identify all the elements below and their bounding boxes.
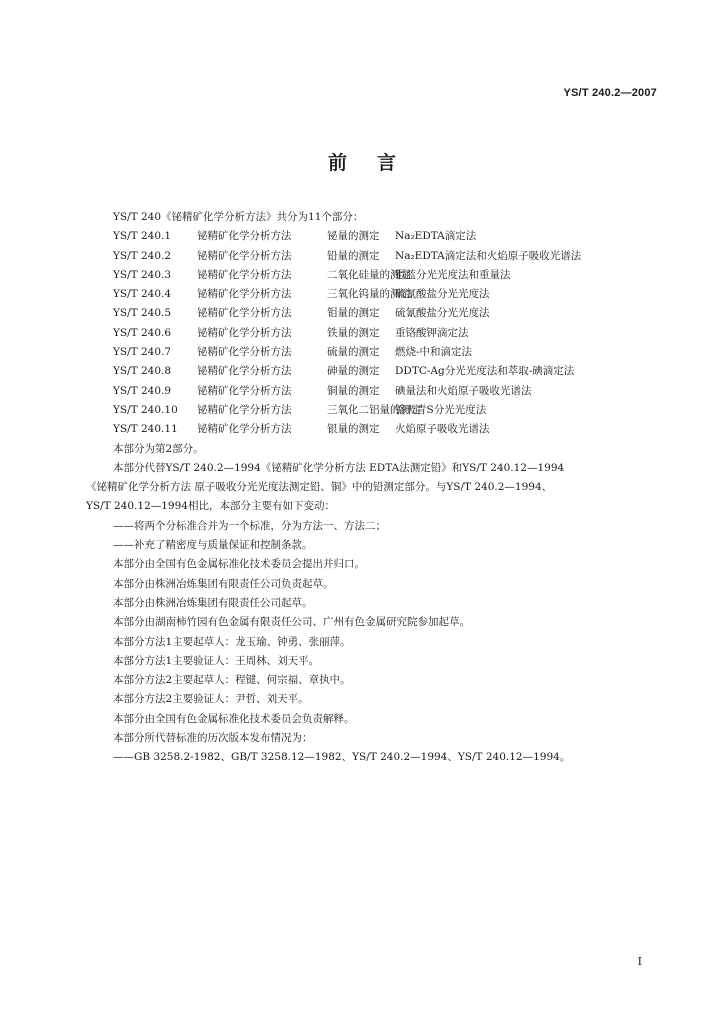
part-item: 三氧化钨量的测定 xyxy=(327,288,411,301)
part-method: 碘量法和火焰原子吸收光谱法 xyxy=(395,384,532,397)
foreword-body xyxy=(86,208,666,768)
history-intro-line: 本部分所代替标准的历次版本发布情况为： xyxy=(113,732,313,745)
part-item: 铅量的测定 xyxy=(327,249,380,262)
history-line: ——GB 3258.2-1982、GB/T 3258.12—1982、YS/T 240.2—1994、YS/T 240.12—1994。 xyxy=(113,751,571,764)
part-code: YS/T 240.6 xyxy=(113,326,172,339)
part-series: 铋精矿化学分析方法 xyxy=(197,288,292,301)
part-item: 硫量的测定 xyxy=(327,346,380,359)
part-row xyxy=(86,420,666,439)
part-code: YS/T 240.11 xyxy=(113,423,178,436)
part-series: 铋精矿化学分析方法 xyxy=(197,384,292,397)
interpret-line: 本部分由全国有色金属标准化技术委员会负责解释。 xyxy=(113,712,355,725)
part-item: 铁量的测定 xyxy=(327,326,380,339)
responsible-line: 本部分由株洲冶炼集团有限责任公司负责起草。 xyxy=(113,577,334,590)
part-code: YS/T 240.7 xyxy=(113,346,172,359)
part-series: 铋精矿化学分析方法 xyxy=(197,326,292,339)
replace-line-1: 本部分代替YS/T 240.2—1994《铋精矿化学分析方法 EDTA法测定铅》和YS/T 240.12—1994 xyxy=(113,461,565,474)
standard-code-header: YS/T 240.2—2007 xyxy=(563,87,657,99)
part-code: YS/T 240.8 xyxy=(113,365,172,378)
part-method: 钼蓝分光光度法和重量法 xyxy=(395,268,511,281)
drafted-line: 本部分由株洲冶炼集团有限责任公司起草。 xyxy=(113,596,313,609)
method1-drafters-line: 本部分方法1主要起草人：龙玉瑜、钟勇、张丽萍。 xyxy=(113,635,351,648)
part-item: 银量的测定 xyxy=(327,423,380,436)
part-method: Na₂EDTA滴定法和火焰原子吸收光谱法 xyxy=(395,249,582,262)
part-method: 铬天青S分光光度法 xyxy=(395,403,487,416)
part-row xyxy=(86,324,666,343)
part-item: 三氧化二铝量的测定 xyxy=(327,403,422,416)
part-item: 钼量的测定 xyxy=(327,307,380,320)
part-series: 铋精矿化学分析方法 xyxy=(197,249,292,262)
change-line-1: ——将两个分标准合并为一个标准，分为方法一、方法二； xyxy=(113,519,386,532)
part-code: YS/T 240.3 xyxy=(113,268,172,281)
part-series: 铋精矿化学分析方法 xyxy=(197,365,292,378)
part-code: YS/T 240.4 xyxy=(113,288,172,301)
part-series: 铋精矿化学分析方法 xyxy=(197,230,292,243)
page-number: I xyxy=(637,955,642,968)
method2-verifiers-line: 本部分方法2主要验证人：尹哲、刘天平。 xyxy=(113,693,309,706)
part-row xyxy=(86,362,666,381)
part-series: 铋精矿化学分析方法 xyxy=(197,346,292,359)
this-part-line: 本部分为第2部分。 xyxy=(113,442,204,455)
part-method: 火焰原子吸收光谱法 xyxy=(395,423,490,436)
part-row xyxy=(86,227,666,246)
method1-verifiers-line: 本部分方法1主要验证人：王周林、刘天平。 xyxy=(113,654,320,667)
part-row xyxy=(86,401,666,420)
parts-list xyxy=(86,227,666,439)
part-row xyxy=(86,343,666,362)
part-code: YS/T 240.10 xyxy=(113,403,178,416)
part-method: 硫氰酸盐分光光度法 xyxy=(395,307,490,320)
intro-line: YS/T 240《铋精矿化学分析方法》共分为11个部分： xyxy=(113,211,364,223)
part-row xyxy=(86,266,666,285)
proposed-line: 本部分由全国有色金属标准化技术委员会提出并归口。 xyxy=(113,558,365,571)
part-method: Na₂EDTA滴定法 xyxy=(395,230,477,243)
part-method: DDTC-Ag分光光度法和萃取-碘滴定法 xyxy=(395,365,575,378)
part-series: 铋精矿化学分析方法 xyxy=(197,307,292,320)
participants-line: 本部分由湖南柿竹园有色金属有限责任公司、广州有色金属研究院参加起草。 xyxy=(113,616,470,629)
part-series: 铋精矿化学分析方法 xyxy=(197,268,292,281)
replace-line-2: 《铋精矿化学分析方法 原子吸收分光光度法测定铅、铜》中的铅测定部分。与YS/T 240.2—1994、 xyxy=(86,481,553,494)
part-item: 砷量的测定 xyxy=(327,365,380,378)
part-row xyxy=(86,285,666,304)
part-row xyxy=(86,304,666,323)
part-method: 燃烧-中和滴定法 xyxy=(395,346,473,359)
replace-line-3: YS/T 240.12—1994相比，本部分主要有如下变动： xyxy=(86,500,335,513)
part-code: YS/T 240.1 xyxy=(113,230,172,243)
method2-drafters-line: 本部分方法2主要起草人：程键、何宗福、章执中。 xyxy=(113,674,351,687)
part-code: YS/T 240.2 xyxy=(113,249,172,262)
part-code: YS/T 240.5 xyxy=(113,307,172,320)
part-series: 铋精矿化学分析方法 xyxy=(197,403,292,416)
part-method: 重铬酸钾滴定法 xyxy=(395,326,469,339)
part-row xyxy=(86,382,666,401)
part-method: 硫氰酸盐分光光度法 xyxy=(395,288,490,301)
part-item: 铋量的测定 xyxy=(327,230,380,243)
part-item: 铜量的测定 xyxy=(327,384,380,397)
part-code: YS/T 240.9 xyxy=(113,384,172,397)
change-line-2: ——补充了精密度与质量保证和控制条款。 xyxy=(113,539,313,552)
part-series: 铋精矿化学分析方法 xyxy=(197,423,292,436)
part-item: 二氧化硅量的测定 xyxy=(327,268,411,281)
part-row xyxy=(86,247,666,266)
page-title: 前言 xyxy=(327,152,426,174)
